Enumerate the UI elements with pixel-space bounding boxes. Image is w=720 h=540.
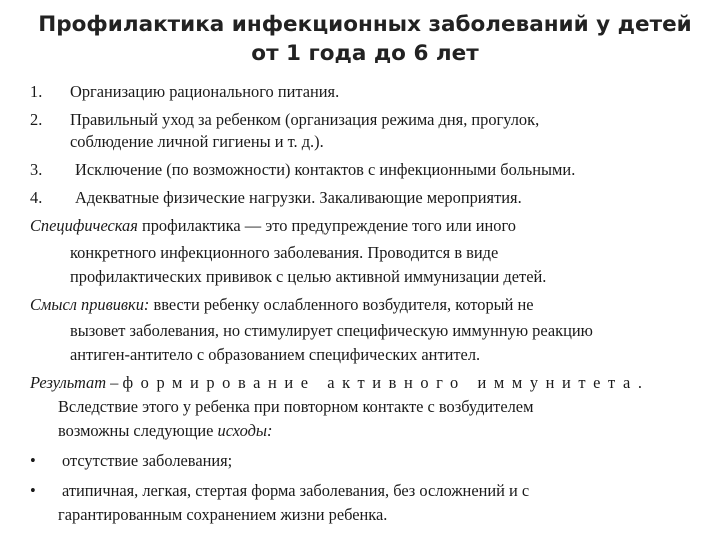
meaning-line-2: вызовет заболевания, но стимулирует специфическую иммунную реакцию [70, 321, 593, 340]
specific-rest: профилактика — это предупреждение того или иного [137, 216, 516, 235]
result-line-3-prefix: возможны следующие [58, 421, 218, 440]
list-item-4: Адекватные физические нагрузки. Закаливающие мероприятия. [75, 188, 522, 207]
title-line-2: от 1 года до 6 лет [251, 41, 479, 66]
page-title [20, 10, 710, 68]
result-term: Результат [30, 373, 107, 392]
outcome-item-2-line-2: гарантированным сохранением жизни ребенка. [58, 505, 388, 524]
list-item-1: Организацию рационального питания. [70, 82, 340, 101]
bullet-icon: • [30, 451, 36, 470]
meaning-line-3: антиген-антитело с образованием специфических антител. [70, 345, 481, 364]
outcome-item-2-line-1: атипичная, легкая, стертая форма заболевания, без осложнений и с [62, 481, 530, 500]
list-item-3: Исключение (по возможности) контактов с инфекционными больными. [75, 160, 576, 179]
list-number: 1. [30, 82, 43, 101]
meaning-rest: ввести ребенку ослабленного возбудителя, который не [149, 295, 534, 314]
list-number: 3. [30, 160, 43, 179]
result-line-2: Вследствие этого у ребенка при повторном контакте с возбудителем [58, 397, 534, 416]
outcome-item-1: отсутствие заболевания; [62, 451, 233, 470]
result-outcomes-term: исходы: [217, 421, 273, 440]
list-item-2-line-2: соблюдение личной гигиены и т. д.). [70, 132, 324, 151]
list-number: 2. [30, 110, 43, 129]
result-line-1 [30, 372, 650, 394]
list-number: 4. [30, 188, 43, 207]
result-dash: – [106, 373, 123, 392]
specific-line-3: профилактических прививок с целью активной иммунизации детей. [70, 267, 547, 286]
list-item-2-line-1: Правильный уход за ребенком (организация режима дня, прогулок, [70, 110, 540, 129]
specific-term: Специфическая [30, 216, 138, 235]
meaning-line-1 [30, 294, 534, 316]
specific-line-1 [30, 215, 516, 237]
meaning-term: Смысл прививки: [30, 295, 150, 314]
result-spaced-text: формирование активного иммунитета. [122, 373, 650, 392]
result-line-3 [58, 420, 272, 442]
specific-line-2: конкретного инфекционного заболевания. Проводится в виде [70, 243, 499, 262]
bullet-icon: • [30, 481, 36, 500]
title-line-1: Профилактика инфекционных заболеваний у детей [38, 12, 692, 37]
